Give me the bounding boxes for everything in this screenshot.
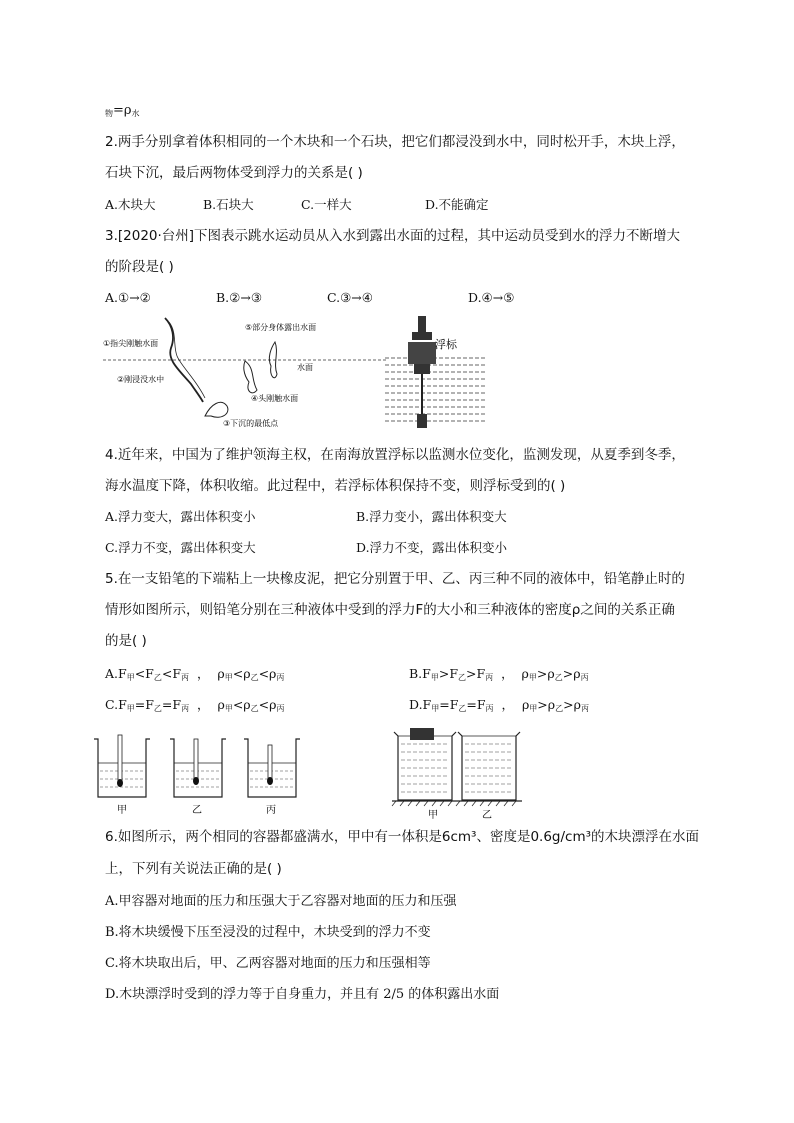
q5c-s5: 乙 (250, 704, 259, 713)
ground-hatch (392, 801, 516, 806)
buoy-figure (380, 312, 495, 432)
q5b-t3: >F (466, 666, 486, 681)
q2-line1: 2.两手分别拿着体积相同的一个木块和一个石块，把它们都浸没到水中，同时松开手，木块上浮， (105, 134, 685, 150)
q5a-t3: <F (161, 666, 181, 681)
q5d-t5: >ρ (537, 697, 556, 712)
beaker-yi (170, 739, 226, 797)
q5c-t3: =F (161, 697, 182, 712)
q3-option-c: C.③→④ (327, 290, 373, 305)
water-hatch (385, 358, 485, 421)
q4-line1: 4.近年来，中国为了维护领海主权，在南海放置浮标以监测水位变化，监测发现，从夏季到冬季， (105, 447, 685, 463)
wood-block (410, 728, 434, 740)
pencil-yi (194, 739, 198, 779)
q5-option-c (105, 697, 284, 717)
buoy-top (418, 316, 426, 334)
container-label-jia: 甲 (428, 810, 438, 821)
q5c-s1: 甲 (126, 704, 135, 713)
diving-figure (95, 316, 395, 431)
q5b-t1: B.F (409, 666, 431, 681)
q5d-s4: 甲 (529, 704, 538, 713)
q4-option-c: C.浮力不变，露出体积变大 (105, 540, 256, 555)
q5d-s5: 乙 (555, 704, 564, 713)
q5b-t6: >ρ (562, 666, 581, 681)
q5b-t5: >ρ (536, 666, 555, 681)
container-label-yi: 乙 (482, 810, 492, 821)
diver-4 (244, 361, 257, 393)
q5c-t6: <ρ (258, 697, 277, 712)
q5c-s4: 甲 (224, 704, 233, 713)
q5d-s1: 甲 (431, 704, 440, 713)
q5a-t4: ， ρ (189, 666, 225, 681)
q5c-t4: ， ρ (189, 697, 225, 712)
q5a-s1: 甲 (126, 673, 135, 682)
q5a-s4: 甲 (224, 673, 233, 682)
beaker-label-bing: 丙 (266, 805, 276, 816)
q5-line1: 5.在一支铅笔的下端粘上一块橡皮泥，把它分别置于甲、乙、丙三种不同的液体中，铅笔静止时的 (105, 571, 685, 587)
q5b-s4: 甲 (528, 673, 537, 682)
q6-line2: 上，下列有关说法正确的是( ) (105, 861, 282, 877)
q5b-s1: 甲 (430, 673, 439, 682)
container-jia (394, 728, 456, 800)
q5d-t2: =F (439, 697, 459, 712)
q5d-t1: D.F (409, 697, 432, 712)
buoy-base (414, 364, 430, 374)
beaker-bing (244, 739, 300, 797)
q5-line3: 的是( ) (105, 633, 147, 649)
q5b-t4: ， ρ (493, 666, 529, 681)
q5d-t3: =F (466, 697, 486, 712)
q5-option-b (409, 666, 589, 686)
fragment-eq: =ρ (113, 103, 132, 118)
beaker-label-yi: 乙 (192, 805, 202, 816)
q2-option-d: D.不能确定 (425, 197, 489, 212)
beaker-label-jia: 甲 (117, 805, 127, 816)
q3-option-a: A.①→② (105, 290, 151, 305)
q5c-t2: =F (134, 697, 154, 712)
q5c-t1: C.F (105, 697, 127, 712)
q5b-s6: 丙 (580, 673, 589, 682)
q5b-s3: 丙 (485, 673, 494, 682)
q3-option-b: B.②→③ (216, 290, 263, 305)
fragment-sub-wu: 物 (105, 109, 113, 118)
q2-option-b: B.石块大 (203, 197, 254, 212)
q5a-s2: 乙 (153, 673, 162, 682)
q4-option-d: D.浮力不变，露出体积变小 (356, 540, 508, 555)
beakers-figure (90, 733, 305, 818)
q5a-s5: 乙 (250, 673, 259, 682)
q5b-t2: >F (438, 666, 458, 681)
q5d-s6: 丙 (580, 704, 589, 713)
q6-option-b: B.将木块缓慢下压至浸没的过程中，木块受到的浮力不变 (105, 925, 431, 940)
q6-option-a: A.甲容器对地面的压力和压强大于乙容器对地面的压力和压强 (105, 894, 457, 909)
label-5: ⑤部分身体露出水面 (245, 323, 317, 332)
water-label: 水面 (297, 363, 313, 372)
q5d-t6: >ρ (563, 697, 581, 712)
q6-option-d: D.木块漂浮时受到的浮力等于自身重力，并且有 2/5 的体积露出水面 (105, 987, 500, 1002)
q4-option-a: A.浮力变大，露出体积变小 (105, 509, 256, 524)
beaker-jia (94, 735, 150, 797)
label-4: ④头刚触水面 (251, 394, 299, 403)
q5a-t1: A.F (105, 666, 127, 681)
q5d-s3: 丙 (485, 704, 494, 713)
label-2: ②刚浸没水中 (117, 375, 165, 384)
pencil-bing (268, 745, 272, 779)
q4-option-b: B.浮力变小，露出体积变大 (356, 509, 507, 524)
label-1: ①指尖刚触水面 (103, 339, 159, 348)
q5b-s5: 乙 (554, 673, 563, 682)
q5a-s6: 丙 (276, 673, 285, 682)
q4-line2: 海水温度下降，体积收缩。此过程中，若浮标体积保持不变，则浮标受到的( ) (105, 478, 566, 494)
q5a-t5: <ρ (232, 666, 251, 681)
q5d-s2: 乙 (458, 704, 467, 713)
q5-option-a (105, 666, 284, 686)
q6-line1: 6.如图所示，两个相同的容器都盛满水，甲中有一体积是6cm³、密度是0.6g/cm³的木块漂浮在水面 (105, 829, 700, 845)
q2-option-c: C.一样大 (301, 197, 352, 212)
top-fragment (105, 103, 140, 122)
q3-line2: 的阶段是( ) (105, 259, 174, 275)
q5a-t2: <F (134, 666, 154, 681)
buoy-weight (417, 414, 427, 428)
q5a-t6: <ρ (258, 666, 277, 681)
q6-option-c: C.将木块取出后，甲、乙两容器对地面的压力和压强相等 (105, 956, 431, 971)
container-yi (458, 732, 520, 800)
q2-line2: 石块下沉，最后两物体受到浮力的关系是( ) (105, 165, 363, 181)
fragment-sub-shui: 水 (131, 109, 140, 118)
buoy-body (408, 342, 436, 364)
q5a-s3: 丙 (181, 673, 189, 682)
q5d-t4: ， ρ (493, 697, 530, 712)
q5c-s6: 丙 (276, 704, 285, 713)
q5c-s2: 乙 (153, 704, 162, 713)
q5-line2: 情形如图所示，则铅笔分别在三种液体中受到的浮力F的大小和三种液体的密度ρ之间的关系正确 (105, 602, 675, 618)
pencil-jia (118, 735, 122, 781)
q5c-t5: <ρ (232, 697, 251, 712)
q3-line1: 3.[2020·台州]下图表示跳水运动员从入水到露出水面的过程，其中运动员受到水的浮力不断增大 (105, 228, 681, 244)
containers-figure (390, 722, 525, 822)
q2-option-a: A.木块大 (105, 197, 156, 212)
diver-3 (205, 402, 228, 417)
q5-option-d (409, 697, 589, 717)
q3-option-d: D.④→⑤ (468, 290, 515, 305)
q5b-s2: 乙 (458, 673, 466, 682)
q5c-s3: 丙 (181, 704, 190, 713)
label-3: ③下沉的最低点 (223, 419, 279, 428)
buoy-label: 浮标 (435, 338, 457, 351)
buoy-cap (412, 332, 432, 340)
